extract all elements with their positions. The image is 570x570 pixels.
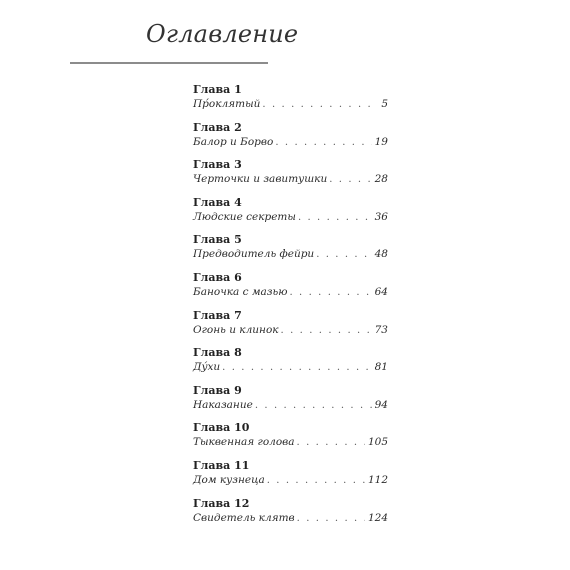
chapter-number: Глава 2 — [193, 120, 242, 134]
chapter-title: Балор и Борво — [193, 135, 274, 148]
toc-entry — [193, 80, 388, 118]
chapter-line — [193, 210, 388, 225]
dot-leader — [297, 511, 365, 526]
toc-entry — [193, 118, 388, 156]
chapter-title: Тыквенная голова — [193, 436, 295, 449]
chapter-title: Людские секреты — [193, 210, 296, 223]
chapter-title: Предводитель фейри — [193, 248, 315, 261]
chapter-number: Глава 6 — [193, 270, 242, 284]
chapter-line — [193, 435, 388, 450]
dot-leader — [281, 323, 372, 338]
toc-entry — [193, 456, 388, 494]
chapter-number: Глава 12 — [193, 496, 250, 510]
toc-entry — [193, 268, 388, 306]
toc-entry — [193, 494, 388, 532]
chapter-number: Глава 7 — [193, 308, 242, 322]
chapter-title: Дýхи — [193, 361, 221, 374]
chapter-title: Черточки и завитушки — [193, 173, 328, 186]
chapter-line — [193, 398, 388, 413]
chapter-title: Свидетель клятв — [193, 511, 295, 524]
dot-leader — [316, 247, 371, 262]
toc-entry — [193, 418, 388, 456]
chapter-page-number: 5 — [381, 98, 388, 110]
toc-entry — [193, 306, 388, 344]
toc-entry — [193, 230, 388, 268]
dot-leader — [267, 473, 365, 488]
chapter-title: Пр́оклятый — [193, 98, 261, 110]
chapter-number: Глава 10 — [193, 421, 250, 435]
chapter-line — [193, 247, 388, 262]
toc-entry — [193, 381, 388, 419]
chapter-line — [193, 323, 388, 338]
table-of-contents — [193, 80, 388, 531]
chapter-page-number: 28 — [374, 173, 388, 186]
chapter-number: Глава 5 — [193, 233, 242, 247]
dot-leader — [298, 210, 372, 225]
chapter-title: Дом кузнеца — [193, 473, 265, 486]
chapter-page-number: 19 — [374, 135, 388, 148]
dot-leader — [262, 97, 378, 112]
toc-entry — [193, 343, 388, 381]
chapter-title: Огонь и клинок — [193, 323, 279, 336]
dot-leader — [255, 398, 372, 413]
toc-entry — [193, 155, 388, 193]
chapter-page-number: 64 — [374, 285, 388, 298]
title-underline — [70, 62, 268, 64]
chapter-page-number: 112 — [367, 473, 388, 486]
dot-leader — [290, 285, 372, 300]
chapter-line — [193, 97, 388, 112]
chapter-page-number: 48 — [374, 248, 388, 261]
dot-leader — [329, 172, 371, 187]
dot-leader — [275, 135, 371, 150]
toc-entry — [193, 193, 388, 231]
chapter-line — [193, 135, 388, 150]
chapter-line — [193, 285, 388, 300]
chapter-line — [193, 473, 388, 488]
chapter-page-number: 124 — [367, 511, 388, 524]
chapter-page-number: 36 — [374, 210, 388, 223]
chapter-line — [193, 172, 388, 187]
chapter-title: Баночка с мазью — [193, 285, 288, 298]
chapter-page-number: 94 — [374, 398, 388, 411]
chapter-number: Глава 11 — [193, 458, 250, 472]
page-title: Оглавление — [146, 20, 299, 48]
chapter-page-number: 73 — [374, 323, 388, 336]
chapter-line — [193, 511, 388, 526]
chapter-page-number: 105 — [367, 436, 388, 449]
chapter-number: Глава 3 — [193, 158, 242, 172]
chapter-title: Наказание — [193, 398, 253, 411]
chapter-page-number: 81 — [374, 361, 388, 374]
chapter-number: Глава 1 — [193, 83, 242, 96]
chapter-number: Глава 4 — [193, 195, 242, 209]
chapter-number: Глава 8 — [193, 346, 242, 360]
dot-leader — [297, 435, 365, 450]
chapter-number: Глава 9 — [193, 383, 242, 397]
dot-leader — [222, 360, 371, 375]
chapter-line — [193, 360, 388, 375]
